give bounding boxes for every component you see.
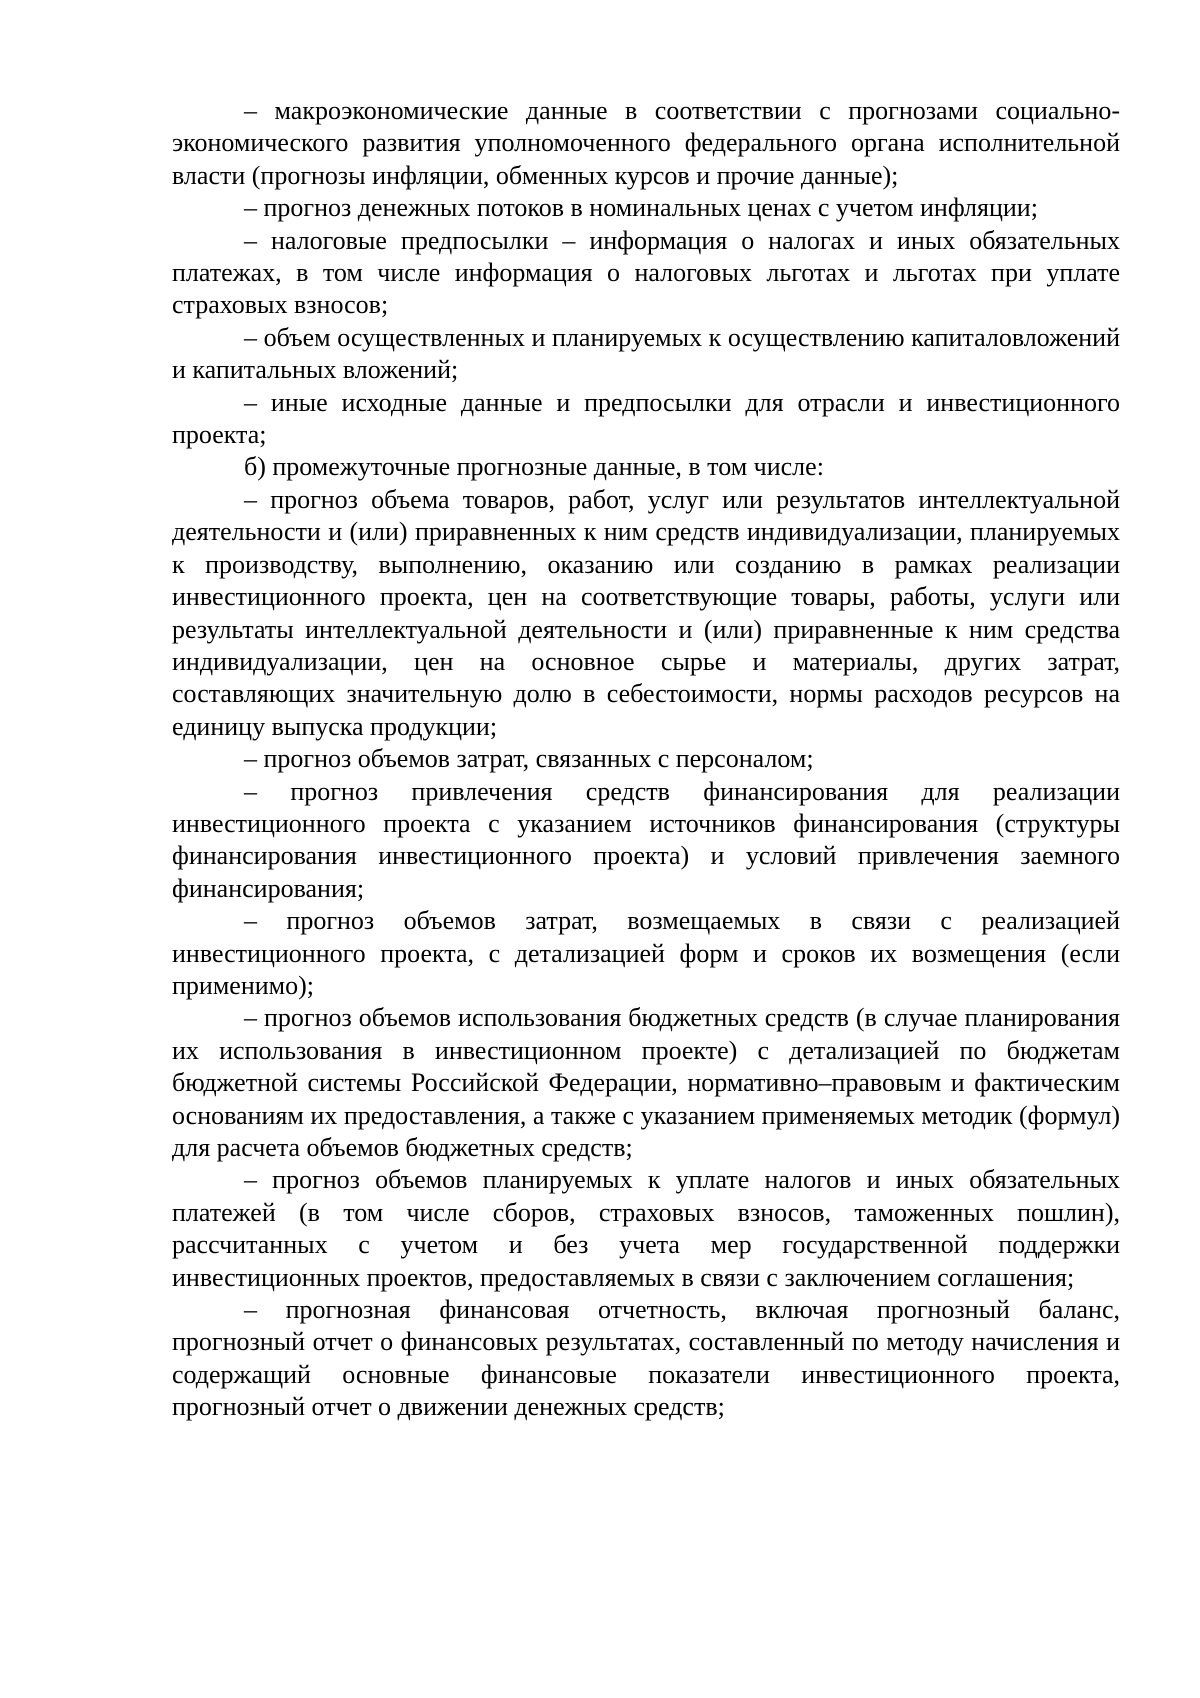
- paragraph-financing-forecast: – прогноз привлечения средств финансирования для реализации инвестиционного проекта с указанием источников финансирования (структуры финансирования инвестиционного проекта) и условий привлечения заемного финансирования;: [172, 776, 1120, 903]
- paragraph-other-inputs: – иные исходные данные и предпосылки для отрасли и инвестиционного проекта;: [172, 387, 1120, 450]
- paragraph-macroeconomic-data: – макроэкономические данные в соответствии с прогнозами социально-экономического развития уполномоченного федерального органа исполнительной власти (прогнозы инфляции, обменных курсов и прочие данные);: [172, 96, 1120, 190]
- paragraph-financial-statements: – прогнозная финансовая отчетность, включая прогнозный баланс, прогнозный отчет о финансовых результатах, составленный по методу начисления и содержащий основные финансовые показатели инвестиционного проекта, прогнозный отчет о движении денежных средств;: [172, 1295, 1120, 1422]
- paragraph-tax-assumptions: – налоговые предпосылки – информация о налогах и иных обязательных платежах, в том числе информация о налоговых льготах и льготах при уплате страховых взносов;: [172, 225, 1120, 320]
- paragraph-output-volume-forecast: – прогноз объема товаров, работ, услуг или результатов интеллектуальной деятельности и (или) приравненных к ним средств индивидуализации, планируемых к производству, выполнению, оказанию или созданию в рамках реализации инвестиционного проекта, цен на соответствующие товары, работы, услуги или результаты интеллектуальной деятельности и (или) приравненные к ним средства индивидуализации, цен на основное сырье и материалы, других затрат, составляющих значительную долю в себестоимости, нормы расходов ресурсов на единицу выпуска продукции;: [172, 484, 1120, 741]
- paragraph-budget-funds: – прогноз объемов использования бюджетных средств (в случае планирования их использования в инвестиционном проекте) с детализацией по бюджетам бюджетной системы Российской Федерации, нормативно–правовым и фактическим основаниям их предоставления, а также с указанием применяемых методик (формул) для расчета объемов бюджетных средств;: [172, 1003, 1120, 1162]
- paragraph-intermediate-forecast-heading: б) промежуточные прогнозные данные, в том числе:: [244, 452, 824, 482]
- paragraph-reimbursable-costs: – прогноз объемов затрат, возмещаемых в связи с реализацией инвестиционного проекта, с детализацией форм и сроков их возмещения (если применимо);: [172, 906, 1120, 1000]
- paragraph-tax-payments: – прогноз объемов планируемых к уплате налогов и иных обязательных платежей (в том числе сборов, страховых взносов, таможенных пошлин), рассчитанных с учетом и без учета мер государственной поддержки инвестиционных проектов, предоставляемых в связи с заключением соглашения;: [172, 1165, 1120, 1292]
- paragraph-personnel-costs: – прогноз объемов затрат, связанных с персоналом;: [244, 744, 814, 774]
- paragraph-cash-flow-forecast: – прогноз денежных потоков в номинальных ценах с учетом инфляции;: [244, 193, 1038, 223]
- paragraph-capital-investments: – объем осуществленных и планируемых к осуществлению капиталовложений и капитальных вложений;: [172, 322, 1120, 385]
